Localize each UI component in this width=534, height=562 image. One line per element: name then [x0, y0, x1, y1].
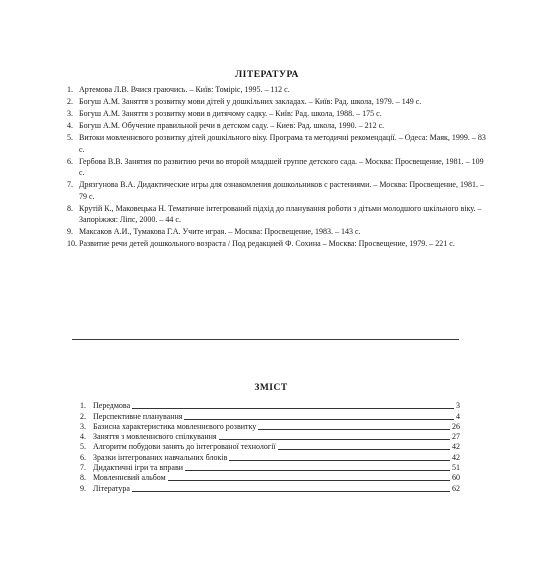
contents-number: 5.	[80, 442, 86, 452]
contents-number: 7.	[80, 463, 86, 473]
leader-line	[229, 460, 450, 461]
contents-item	[80, 422, 460, 432]
literature-list	[67, 84, 487, 250]
reference-text: Богуш А.М. Заняття з розвитку мови дітей у дошкільних закладах. – Київ: Рад. школа, 1979. – 149 с.	[79, 97, 422, 106]
contents-item	[80, 401, 460, 411]
contents-page: 51	[452, 463, 460, 473]
leader-line	[184, 419, 454, 420]
contents-number: 1.	[80, 401, 86, 411]
contents-page: 62	[452, 483, 460, 493]
reference-number: 10.	[67, 239, 77, 248]
reference-item	[67, 120, 487, 132]
contents-heading: ЗМІСТ	[254, 383, 288, 393]
reference-number: 7.	[67, 180, 73, 189]
contents-title: Заняття з мовленнєвого спілкування	[93, 432, 217, 442]
contents-list	[80, 401, 460, 494]
reference-number: 5.	[67, 133, 73, 142]
contents-item	[80, 452, 460, 462]
reference-text: Витоки мовленнєвого розвитку дітей дошкільного віку. Програма та методичні рекомендації. – Одеса: Маяк, 1999. – 83 с.	[79, 133, 486, 154]
contents-item	[80, 483, 460, 493]
reference-text: Крутій К., Маковецька Н. Тематичне інтегрований підхід до планування роботи з дітьми молодшого шкільного віку. – Запоріжжя: Ліпс, 2000. – 44 с.	[79, 203, 482, 224]
contents-title: Література	[93, 483, 130, 493]
contents-number: 8.	[80, 473, 86, 483]
reference-item	[67, 226, 487, 238]
reference-number: 2.	[67, 97, 73, 106]
contents-item	[80, 411, 460, 421]
contents-page: 42	[452, 442, 460, 452]
contents-page: 3	[456, 401, 460, 411]
contents-item	[80, 442, 460, 452]
contents-number: 4.	[80, 432, 86, 442]
leader-line	[132, 408, 454, 409]
contents-number: 6.	[80, 452, 86, 462]
contents-title: Зразки інтегрованих навчальних блоків	[93, 452, 228, 462]
contents-number: 9.	[80, 483, 86, 493]
leader-line	[219, 439, 450, 440]
literature-heading: ЛІТЕРАТУРА	[235, 70, 299, 80]
reference-text: Богуш А.М. Заняття з розвитку мови в дитячому садку. – Київ: Рад. школа, 1988. – 175 с.	[79, 109, 382, 118]
leader-line	[185, 470, 450, 471]
contents-page: 26	[452, 421, 460, 431]
reference-item	[67, 179, 487, 202]
contents-number: 3.	[80, 421, 86, 431]
contents-page: 4	[456, 411, 460, 421]
reference-number: 6.	[67, 156, 73, 166]
reference-item	[67, 238, 487, 250]
section-divider	[72, 339, 459, 340]
reference-text: Артемова Л.В. Вчися граючись. – Київ: Томіріс, 1995. – 112 с.	[79, 85, 290, 94]
reference-item	[67, 156, 487, 179]
contents-title: Дидактичні ігри та вправи	[93, 463, 184, 473]
reference-number: 9.	[67, 227, 73, 236]
reference-text: Развитие речи детей дошкольного возраста / Под редакцией Ф. Сохина – Москва: Просвещение, 1979. – 221 с.	[79, 239, 455, 248]
contents-title: Базисна характеристика мовленнєвого розвитку	[93, 421, 257, 431]
reference-text: Гербова В.В. Занятия по развитию речи во второй младшей группе детского сада. – Москва: Просвещение, 1981. – 109 с.	[79, 156, 484, 177]
leader-line	[278, 449, 450, 450]
reference-item	[67, 132, 487, 155]
leader-line	[132, 491, 450, 492]
reference-text: Дрязгунова В.А. Дидактические игры для ознакомления дошкольников с растениями. – Москва: Просвещение, 1981. – 79 с.	[79, 180, 484, 201]
reference-item	[67, 203, 487, 226]
reference-text: Максаков А.И., Тумакова Г.А. Учите играя. – Москва: Просвещение, 1983. – 143 с.	[79, 227, 361, 236]
contents-title: Алгоритм побудови занять до інтегрованої технології	[93, 442, 276, 452]
reference-item	[67, 108, 487, 120]
reference-number: 4.	[67, 121, 73, 130]
contents-page: 42	[452, 452, 460, 462]
contents-page: 27	[452, 432, 460, 442]
reference-item	[67, 84, 487, 96]
reference-number: 3.	[67, 109, 73, 118]
reference-item	[67, 96, 487, 108]
contents-title: Перспективне планування	[93, 411, 183, 421]
contents-number: 2.	[80, 411, 86, 421]
leader-line	[168, 480, 450, 481]
contents-item	[80, 463, 460, 473]
leader-line	[258, 429, 450, 430]
reference-number: 8.	[67, 203, 73, 213]
reference-text: Богуш А.М. Обучение правильной речи в детском саду. – Киев: Рад. школа, 1990. – 212 с.	[79, 121, 385, 130]
contents-title: Передмова	[93, 401, 131, 411]
contents-item	[80, 473, 460, 483]
contents-item	[80, 432, 460, 442]
reference-number: 1.	[67, 85, 73, 94]
contents-page: 60	[452, 473, 460, 483]
contents-title: Мовленнєвий альбом	[93, 473, 166, 483]
